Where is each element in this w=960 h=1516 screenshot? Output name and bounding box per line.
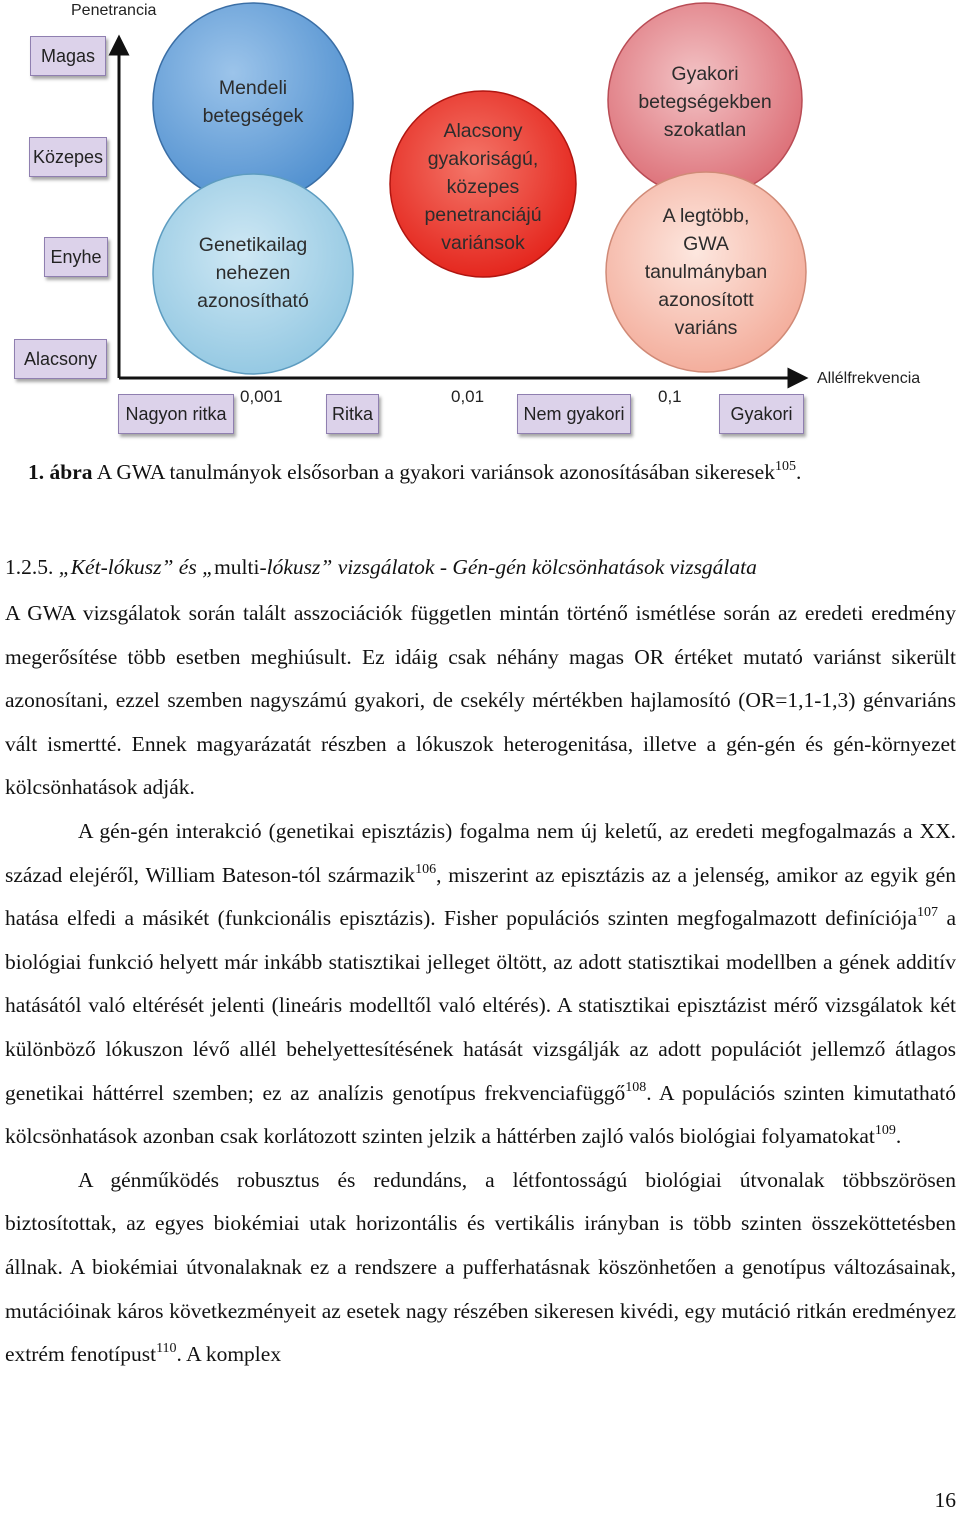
paragraph-3-text-2: . A komplex <box>176 1342 282 1367</box>
level-high: Magas <box>30 36 106 76</box>
ref-106: 106 <box>415 861 437 877</box>
section-title-part-1: „Két-lókusz” és „ <box>58 555 215 579</box>
paragraph-2 <box>5 810 956 1159</box>
caption-label: 1. ábra <box>28 460 93 484</box>
paragraph-1 <box>5 592 956 810</box>
page-number: 16 <box>934 1488 956 1512</box>
x-axis-title: Allélfrekvencia <box>817 370 921 387</box>
paragraph-2-text-4: . A populációs szinten kimutatható kölcsönhatások azonban csak korlátozott szinten jelzik a háttérben zajló valós biológiai folyamatokat <box>5 1080 956 1149</box>
freq-common: Gyakori <box>719 394 804 434</box>
paragraph-2-text-5: . <box>895 1124 902 1149</box>
caption-end: . <box>795 460 802 484</box>
bubble-label-hard-to-identify: Genetikailag nehezen azonosítható <box>197 234 309 312</box>
bubble-label-most-gwa-variants: A legtöbb, GWA tanulmányban azonosított variáns <box>644 205 768 339</box>
ref-110: 110 <box>156 1341 177 1357</box>
freq-rare: Ritka <box>326 394 379 434</box>
paragraph-1-text: A GWA vizsgálatok során talált asszociációk független mintán történő ismétlése során az eredeti eredmény megerősítése több esetben meghiúsult. Ez idáig csak néhány magas OR értéket mutató variánst sikerült azonosítani, ezzel szemben nagyszámú gyakori, de csekély mértékben hajlamosító (OR=1,1-1,3) génvariáns vált ismertté. Ennek magyarázatát részben a lókuszok heterogenitása, illetve a gén-gén és gén-környezet kölcsönhatások adják. <box>5 601 956 800</box>
bubble-label-low-frequency-variants: Alacsony gyakoriságú, közepes penetranciájú variánsok <box>424 120 542 254</box>
threshold-0-1: 0,1 <box>658 387 682 406</box>
figure-penetrance-vs-allele-frequency <box>0 0 960 440</box>
ref-109: 109 <box>874 1123 896 1139</box>
paragraph-2-text-2: , miszerint az episztázis az a jelenség, amikor az egyik gén hatása elfedi a másikét (funkcionális episztázis). Fisher populációs szinten megfogalmazott definíciója <box>5 862 957 931</box>
level-low: Alacsony <box>14 339 107 379</box>
section-title-part-3: lókusz” vizsgálatok - Gén-gén kölcsönhatások vizsgálata <box>266 555 757 579</box>
section-heading <box>5 555 955 580</box>
threshold-0-001: 0,001 <box>240 387 283 406</box>
section-number: 1.2.5. <box>5 555 59 579</box>
bubble-label-mendelian: Mendeli betegségek <box>202 77 304 127</box>
paragraph-3 <box>5 1159 956 1377</box>
body-text <box>5 592 956 1377</box>
ref-108: 108 <box>625 1079 647 1095</box>
section-title-part-2: multi- <box>214 555 267 579</box>
ref-107: 107 <box>917 905 939 921</box>
paragraph-3-text-1: A génműködés robusztus és redundáns, a létfontosságú biológiai útvonalak többszörösen biztosítottak, az egyes biokémiai utak horizontális és vertikális irányban is több szinten összeköttetésben állnak. A biokémiai útvonalaknak ez a rendszere a pufferhatásnak köszönhetően a genotípus változásainak, mutációinak káros következményeit az esetek nagy részében sikeresen kivédi, egy mutáció ritkán eredményez extrém fenotípust <box>5 1167 956 1367</box>
caption-text: A GWA tanulmányok elsősorban a gyakori variánsok azonosításában sikeresek <box>92 460 775 484</box>
bubble-label-uncommon-in-common-disease: Gyakori betegségekben szokatlan <box>638 63 772 141</box>
level-medium: Közepes <box>29 137 107 177</box>
y-axis-title: Penetrancia <box>71 2 157 19</box>
figure-caption <box>28 460 948 485</box>
caption-ref: 105 <box>774 459 796 474</box>
paragraph-2-text-1: A gén-gén interakció (genetikai episztázis) fogalma nem új keletű, az eredeti megfogalmazás a XX. század elejéről, William Bateson-tól származik <box>5 818 956 887</box>
freq-very-rare: Nagyon ritka <box>118 394 234 434</box>
level-mild: Enyhe <box>44 237 108 277</box>
freq-uncommon: Nem gyakori <box>517 394 631 434</box>
threshold-0-01: 0,01 <box>451 387 485 406</box>
paragraph-2-text-3: a biológiai funkció helyett már inkább statisztikai jelleget öltött, az adott statisztikai modellben a gének additív hatásától való eltérését jelenti (lineáris modelltől való eltérés). A statisztikai episztázist mérő vizsgálatok két különböző lókuszon lévő allél behelyettesítésének hatását vizsgálják az adott populációt jellemző átlagos genetikai háttérrel szemben; ez az analízis genotípus frekvenciafüggő <box>5 906 956 1105</box>
